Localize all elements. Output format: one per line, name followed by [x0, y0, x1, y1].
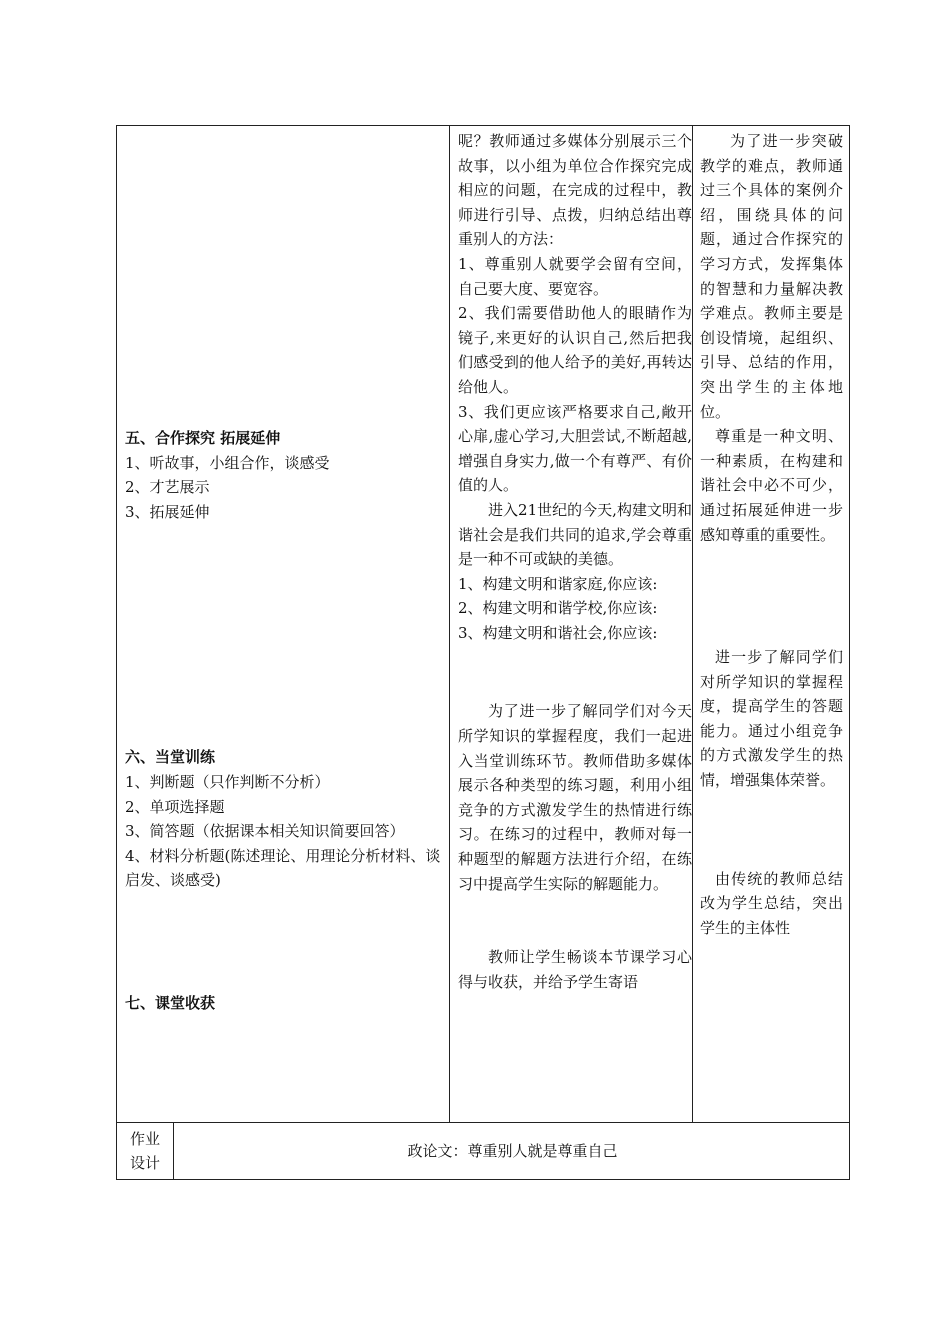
section6-title: 六、当堂训练 — [125, 748, 216, 767]
section6-item-3: 3、简答题（依据课本相关知识简要回答） — [125, 822, 405, 841]
homework-label — [117, 1123, 173, 1180]
section7-title: 七、课堂收获 — [125, 993, 216, 1012]
sections-column — [125, 426, 445, 1016]
teaching-process-column — [458, 129, 692, 994]
col-divider-1 — [449, 126, 450, 1123]
section5-item-2: 2、才艺展示 — [125, 478, 210, 497]
section5-item-1: 1、听故事，小组合作，谈感受 — [125, 453, 330, 472]
col-divider-2 — [692, 126, 693, 1123]
section5-item-3: 3、拓展延伸 — [125, 502, 210, 521]
practice-paragraph: 为了进一步了解同学们对今天所学知识的掌握程度，我们一起进入当堂训练环节。教师借助多媒体展示各种类型的练习题，利用小组竞争的方式激发学生的热情进行练习。在练习的过程中，教师对每一种题型的解题方法进行介绍，在练习中提高学生实际的解题能力。 — [458, 702, 692, 893]
homework-content: 政论文：尊重别人就是尊重自己 — [407, 1142, 618, 1160]
question-1: 1、构建文明和谐家庭,你应该: — [458, 574, 658, 593]
design-intent-column — [700, 129, 843, 940]
section6-item-4: 4、材料分析题(陈述理论、用理论分析材料、谈启发、谈感受) — [125, 846, 441, 890]
homework-label-line-2: 设计 — [129, 1154, 160, 1172]
intent-4: 由传统的教师总结改为学生总结，突出学生的主体性 — [700, 869, 843, 937]
extension-paragraph: 进入21世纪的今天,构建文明和谐社会是我们共同的追求,学会尊重是一种不可或缺的美德。 — [458, 500, 692, 569]
section6-item-2: 2、单项选择题 — [125, 797, 225, 816]
homework-label-line-1: 作业 — [129, 1130, 160, 1148]
intent-2: 尊重是一种文明、一种素质，在构建和谐社会中必不可少，通过拓展延伸进一步感知尊重的重要性。 — [700, 427, 843, 544]
method-3: 3、我们更应该严格要求自己,敞开心扉,虚心学习,大胆尝试,不断超越,增强自身实力,做一个有尊严、有价值的人。 — [458, 402, 692, 495]
question-3: 3、构建文明和谐社会,你应该: — [458, 623, 658, 642]
lesson-plan-table — [116, 125, 850, 1180]
intent-3: 进一步了解同学们对所学知识的掌握程度，提高学生的答题能力。通过小组竞争的方式激发学生的热情，增强集体荣誉。 — [700, 648, 843, 790]
section5-title: 五、合作探究 拓展延伸 — [125, 429, 281, 447]
question-2: 2、构建文明和谐学校,你应该: — [458, 599, 658, 618]
harvest-paragraph: 教师让学生畅谈本节课学习心得与收获，并给予学生寄语 — [458, 948, 692, 991]
section6-item-1: 1、判断题（只作判断不分析） — [125, 772, 330, 791]
intent-1: 为了进一步突破教学的难点，教师通过三个具体的案例介绍，围绕具体的问题，通过合作探究的学习方式，发挥集体的智慧和力量解决教学难点。教师主要是创设情境，起组织、引导、总结的作用，突出学生的主体地位。 — [700, 132, 843, 421]
process-intro: 呢？教师通过多媒体分别展示三个故事，以小组为单位合作探究完成相应的问题，在完成的过程中，教师进行引导、点拨，归纳总结出尊重别人的方法： — [458, 132, 692, 249]
method-2: 2、我们需要借助他人的眼睛作为镜子,来更好的认识自己,然后把我们感受到的他人给予的美好,再转达给他人。 — [458, 304, 692, 396]
method-1: 1、尊重别人就要学会留有空间，自己要大度、要宽容。 — [458, 254, 692, 298]
